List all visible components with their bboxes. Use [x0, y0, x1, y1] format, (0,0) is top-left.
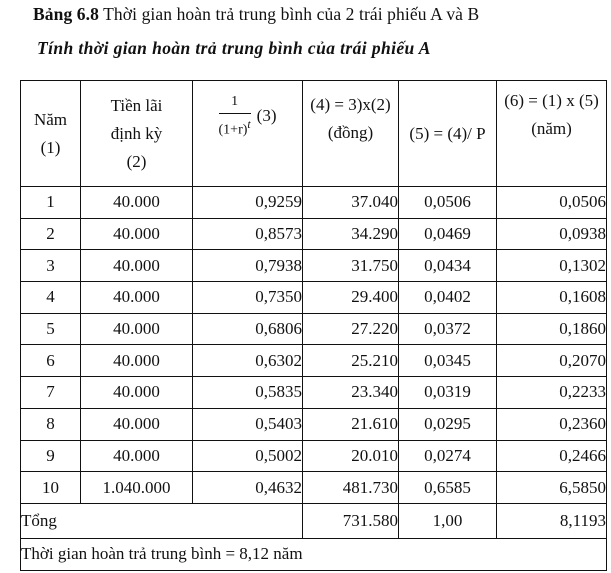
caption-text: Thời gian hoàn trả trung bình của 2 trái phiếu A và B: [103, 4, 480, 24]
cell-coupon: 40.000: [81, 440, 193, 472]
caption-label: Bảng 6.8: [33, 4, 99, 24]
header-discount-tag: (3): [256, 106, 277, 126]
cell-product: 0,0938: [497, 218, 607, 250]
cell-coupon: 40.000: [81, 218, 193, 250]
total-product: 8,1193: [497, 503, 607, 538]
cell-year: 10: [21, 472, 81, 504]
table-row: [21, 472, 607, 504]
cell-year: 4: [21, 282, 81, 314]
cell-factor: 0,5002: [193, 440, 303, 472]
header-present-value: [303, 81, 399, 187]
header-year: [21, 81, 81, 187]
header-year-line2: (1): [40, 137, 61, 157]
total-weight: 1,00: [399, 503, 497, 538]
cell-weight: 0,0402: [399, 282, 497, 314]
cell-coupon: 40.000: [81, 377, 193, 409]
header-discount-factor: [193, 81, 303, 187]
fraction-denominator-base: (1+r): [218, 122, 248, 138]
cell-weight: 0,0319: [399, 377, 497, 409]
table-row: [21, 345, 607, 377]
table-row: [21, 187, 607, 219]
cell-pv: 37.040: [303, 187, 399, 219]
cell-product: 0,1608: [497, 282, 607, 314]
cell-product: 0,1860: [497, 313, 607, 345]
cell-weight: 0,0274: [399, 440, 497, 472]
header-coupon: [81, 81, 193, 187]
cell-product: 0,2233: [497, 377, 607, 409]
cell-pv: 481.730: [303, 472, 399, 504]
cell-pv: 29.400: [303, 282, 399, 314]
cell-coupon: 40.000: [81, 345, 193, 377]
header-row: [21, 81, 607, 187]
header-year-line1: Năm: [33, 109, 68, 129]
cell-factor: 0,5403: [193, 408, 303, 440]
cell-weight: 0,0506: [399, 187, 497, 219]
cell-coupon: 40.000: [81, 408, 193, 440]
cell-year: 8: [21, 408, 81, 440]
cell-weight: 0,0295: [399, 408, 497, 440]
total-pv: 731.580: [303, 503, 399, 538]
total-row: [21, 503, 607, 538]
fraction-exponent: t: [247, 118, 251, 131]
table-row: [21, 313, 607, 345]
cell-pv: 25.210: [303, 345, 399, 377]
cell-factor: 0,6806: [193, 313, 303, 345]
bond-duration-table: [20, 80, 607, 571]
cell-product: 0,0506: [497, 187, 607, 219]
cell-factor: 0,7350: [193, 282, 303, 314]
cell-pv: 20.010: [303, 440, 399, 472]
header-weighted-line2: (năm): [531, 119, 572, 138]
cell-year: 3: [21, 250, 81, 282]
cell-weight: 0,0469: [399, 218, 497, 250]
total-label: Tổng: [21, 503, 303, 538]
cell-factor: 0,8573: [193, 218, 303, 250]
summary-text: Thời gian hoàn trả trung bình = 8,12 năm: [21, 538, 607, 570]
table-subtitle: Tính thời gian hoàn trả trung bình của trái phiếu A: [37, 38, 431, 58]
cell-pv: 31.750: [303, 250, 399, 282]
cell-weight: 0,0434: [399, 250, 497, 282]
cell-weight: 0,0345: [399, 345, 497, 377]
cell-year: 6: [21, 345, 81, 377]
fraction-numerator: 1: [219, 93, 251, 114]
cell-coupon: 40.000: [81, 250, 193, 282]
cell-product: 6,5850: [497, 472, 607, 504]
header-pv-line2: (đồng): [327, 123, 374, 142]
cell-pv: 34.290: [303, 218, 399, 250]
cell-coupon: 40.000: [81, 187, 193, 219]
table-row: [21, 282, 607, 314]
header-weighted-time: [497, 81, 607, 187]
cell-factor: 0,5835: [193, 377, 303, 409]
header-coupon-line3: (2): [126, 151, 147, 171]
table-row: [21, 408, 607, 440]
cell-product: 0,1302: [497, 250, 607, 282]
table-row: [21, 218, 607, 250]
header-pv-line1: (4) = 3)x(2): [310, 95, 391, 114]
cell-weight: 0,6585: [399, 472, 497, 504]
cell-factor: 0,7938: [193, 250, 303, 282]
header-weighted-line1: (6) = (1) x (5): [504, 91, 599, 110]
cell-product: 0,2070: [497, 345, 607, 377]
header-coupon-line1: Tiền lãi: [110, 95, 163, 115]
header-weight: [399, 81, 497, 187]
cell-year: 7: [21, 377, 81, 409]
cell-factor: 0,4632: [193, 472, 303, 504]
fraction-denominator: [219, 114, 251, 140]
cell-product: 0,2466: [497, 440, 607, 472]
cell-weight: 0,0372: [399, 313, 497, 345]
cell-factor: 0,6302: [193, 345, 303, 377]
cell-pv: 27.220: [303, 313, 399, 345]
header-coupon-line2: định kỳ: [110, 123, 163, 143]
cell-year: 5: [21, 313, 81, 345]
header-weight-text: (5) = (4)/ P: [409, 123, 486, 143]
cell-pv: 21.610: [303, 408, 399, 440]
table-row: [21, 377, 607, 409]
cell-factor: 0,9259: [193, 187, 303, 219]
cell-pv: 23.340: [303, 377, 399, 409]
cell-coupon: 1.040.000: [81, 472, 193, 504]
cell-coupon: 40.000: [81, 313, 193, 345]
table-row: [21, 440, 607, 472]
discount-fraction: [219, 93, 251, 140]
cell-year: 2: [21, 218, 81, 250]
table-row: [21, 250, 607, 282]
cell-coupon: 40.000: [81, 282, 193, 314]
summary-row: [21, 538, 607, 570]
cell-product: 0,2360: [497, 408, 607, 440]
table-body: [21, 187, 607, 571]
cell-year: 9: [21, 440, 81, 472]
cell-year: 1: [21, 187, 81, 219]
table-caption: [33, 4, 479, 25]
